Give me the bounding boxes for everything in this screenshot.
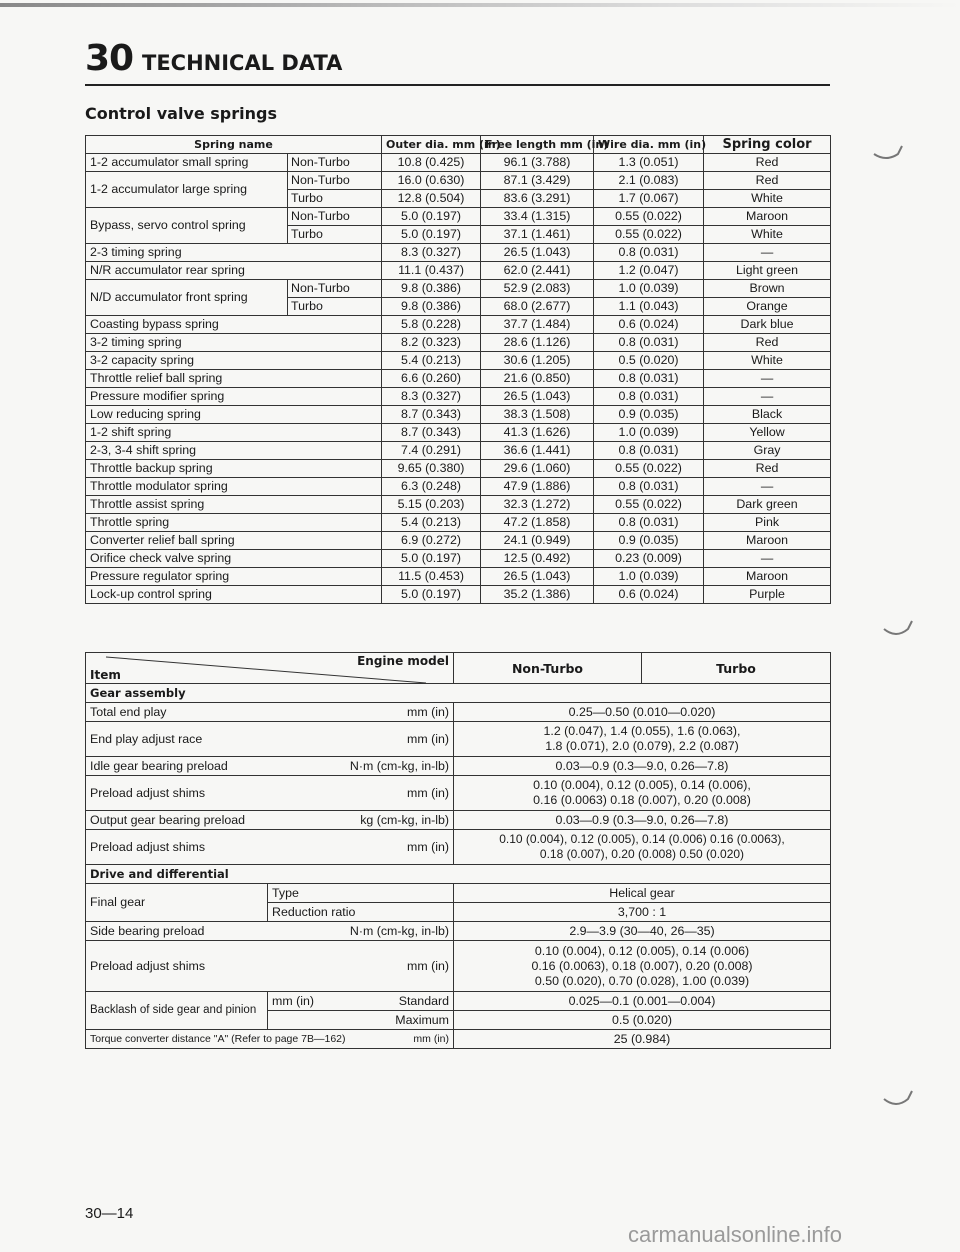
wire-dia: 0.8 (0.031) <box>594 388 704 406</box>
table-row <box>86 154 831 172</box>
backlash-standard-value: 0.025—0.1 (0.001—0.004) <box>454 992 831 1011</box>
value-line: 0.10 (0.004), 0.12 (0.005), 0.14 (0.006) 0.16 (0.0063), <box>499 832 785 846</box>
wire-dia: 0.6 (0.024) <box>594 316 704 334</box>
table-row <box>86 922 831 941</box>
spring-color: Yellow <box>704 424 831 442</box>
table-row <box>86 406 831 424</box>
wire-dia: 0.55 (0.022) <box>594 496 704 514</box>
row-value: 2.9—3.9 (30—40, 26—35) <box>454 922 831 941</box>
section-row <box>86 684 831 703</box>
row-label-cell <box>86 830 454 865</box>
table-row <box>86 496 831 514</box>
springs-table-body <box>86 154 831 604</box>
backlash-maximum-label: Maximum <box>268 1011 454 1030</box>
spring-color: White <box>704 226 831 244</box>
free-length: 29.6 (1.060) <box>481 460 594 478</box>
spring-color: — <box>704 550 831 568</box>
final-gear-type-label: Type <box>268 884 454 903</box>
table-row <box>86 370 831 388</box>
section-drive-differential: Drive and differential <box>86 865 831 884</box>
engine-variant: Turbo <box>288 226 382 244</box>
wire-dia: 1.3 (0.051) <box>594 154 704 172</box>
backlash-unit: mm (in) <box>272 993 314 1008</box>
spring-name: Pressure regulator spring <box>86 568 382 586</box>
backlash-label: Backlash of side gear and pinion <box>90 1004 257 1016</box>
scan-mark <box>880 615 920 645</box>
springs-table-title: Control valve springs <box>85 104 277 123</box>
table-row <box>86 208 831 226</box>
wire-dia: 0.55 (0.022) <box>594 208 704 226</box>
free-length: 33.4 (1.315) <box>481 208 594 226</box>
spring-name: 1-2 accumulator small spring <box>86 154 288 172</box>
outer-dia: 5.0 (0.197) <box>382 550 481 568</box>
row-unit: mm (in) <box>413 1032 449 1045</box>
outer-dia: 16.0 (0.630) <box>382 172 481 190</box>
outer-dia: 11.5 (0.453) <box>382 568 481 586</box>
spring-name: Pressure modifier spring <box>86 388 382 406</box>
spring-color: Black <box>704 406 831 424</box>
outer-dia: 5.4 (0.213) <box>382 352 481 370</box>
table-row <box>86 992 831 1011</box>
wire-dia: 0.23 (0.009) <box>594 550 704 568</box>
row-unit: mm (in) <box>407 958 449 973</box>
row-label: End play adjust race <box>90 731 203 746</box>
engine-model-label: Engine model <box>357 654 449 668</box>
row-label: Preload adjust shims <box>90 785 206 800</box>
spring-color: Pink <box>704 514 831 532</box>
row-label-cell <box>86 922 454 941</box>
wire-dia: 1.7 (0.067) <box>594 190 704 208</box>
spring-name: Orifice check valve spring <box>86 550 382 568</box>
control-valve-springs-table <box>85 135 831 604</box>
free-length: 37.1 (1.461) <box>481 226 594 244</box>
wire-dia: 1.0 (0.039) <box>594 568 704 586</box>
wire-dia: 2.1 (0.083) <box>594 172 704 190</box>
table-row <box>86 334 831 352</box>
row-label: Torque converter distance "A" (Refer to page 7B—162) <box>90 1032 346 1045</box>
free-length: 96.1 (3.788) <box>481 154 594 172</box>
spring-color: — <box>704 388 831 406</box>
table-row <box>86 550 831 568</box>
free-length: 47.2 (1.858) <box>481 514 594 532</box>
row-unit: mm (in) <box>407 839 449 854</box>
row-unit: mm (in) <box>407 731 449 746</box>
free-length: 41.3 (1.626) <box>481 424 594 442</box>
wire-dia: 0.8 (0.031) <box>594 514 704 532</box>
table-row <box>86 388 831 406</box>
table-row <box>86 586 831 604</box>
wire-dia: 0.55 (0.022) <box>594 226 704 244</box>
spring-color: Maroon <box>704 568 831 586</box>
wire-dia: 0.8 (0.031) <box>594 370 704 388</box>
free-length: 35.2 (1.386) <box>481 586 594 604</box>
row-value-multi <box>454 722 831 757</box>
outer-dia: 5.0 (0.197) <box>382 586 481 604</box>
spring-color: Dark green <box>704 496 831 514</box>
free-length: 28.6 (1.126) <box>481 334 594 352</box>
page-number: 30—14 <box>85 1205 134 1222</box>
wire-dia: 0.8 (0.031) <box>594 478 704 496</box>
spring-color: Maroon <box>704 532 831 550</box>
value-line: 1.8 (0.071), 2.0 (0.079), 2.2 (0.087) <box>545 739 739 753</box>
spring-name: 2-3 timing spring <box>86 244 382 262</box>
table-row <box>86 280 831 298</box>
spring-color: Red <box>704 460 831 478</box>
header-turbo: Turbo <box>642 653 831 684</box>
row-value-multi <box>454 830 831 865</box>
gear-header-row <box>86 653 831 684</box>
outer-dia: 6.6 (0.260) <box>382 370 481 388</box>
outer-dia: 8.2 (0.323) <box>382 334 481 352</box>
final-gear-ratio-value: 3,700 : 1 <box>454 903 831 922</box>
row-label: Output gear bearing preload <box>90 812 245 827</box>
free-length: 83.6 (3.291) <box>481 190 594 208</box>
spring-name: 3-2 timing spring <box>86 334 382 352</box>
outer-dia: 6.3 (0.248) <box>382 478 481 496</box>
spring-name: 1-2 shift spring <box>86 424 382 442</box>
value-line: 0.16 (0.0063) 0.18 (0.007), 0.20 (0.008) <box>533 793 751 807</box>
row-label-cell <box>86 722 454 757</box>
gear-data-table <box>85 652 831 1049</box>
spring-color: — <box>704 244 831 262</box>
spring-name: Throttle assist spring <box>86 496 382 514</box>
wire-dia: 0.5 (0.020) <box>594 352 704 370</box>
table-row <box>86 884 831 903</box>
spring-name: Bypass, servo control spring <box>86 208 288 244</box>
row-label-cell <box>86 757 454 776</box>
spring-color: Orange <box>704 298 831 316</box>
header-non-turbo: Non-Turbo <box>454 653 642 684</box>
spring-color: Brown <box>704 280 831 298</box>
free-length: 38.3 (1.508) <box>481 406 594 424</box>
row-label: Idle gear bearing preload <box>90 758 228 773</box>
engine-variant: Non-Turbo <box>288 154 382 172</box>
page-header <box>85 38 830 86</box>
section-title: TECHNICAL DATA <box>142 51 343 75</box>
engine-variant: Non-Turbo <box>288 172 382 190</box>
backlash-standard-label: Standard <box>398 993 449 1008</box>
wire-dia: 0.6 (0.024) <box>594 586 704 604</box>
wire-dia: 1.2 (0.047) <box>594 262 704 280</box>
spring-name: N/D accumulator front spring <box>86 280 288 316</box>
header-free-length: Free length mm (in) <box>481 136 594 154</box>
outer-dia: 7.4 (0.291) <box>382 442 481 460</box>
spring-name: Throttle modulator spring <box>86 478 382 496</box>
row-label-cell <box>86 703 454 722</box>
row-label-cell <box>86 941 454 992</box>
wire-dia: 0.8 (0.031) <box>594 244 704 262</box>
free-length: 68.0 (2.677) <box>481 298 594 316</box>
outer-dia: 5.8 (0.228) <box>382 316 481 334</box>
table-row <box>86 424 831 442</box>
outer-dia: 12.8 (0.504) <box>382 190 481 208</box>
spring-color: Red <box>704 154 831 172</box>
spring-name: Converter relief ball spring <box>86 532 382 550</box>
table-row <box>86 352 831 370</box>
table-row <box>86 811 831 830</box>
outer-dia: 9.65 (0.380) <box>382 460 481 478</box>
table-row <box>86 316 831 334</box>
outer-dia: 5.15 (0.203) <box>382 496 481 514</box>
outer-dia: 10.8 (0.425) <box>382 154 481 172</box>
spring-color: — <box>704 478 831 496</box>
spring-name: Throttle backup spring <box>86 460 382 478</box>
top-scan-line <box>0 3 960 7</box>
table-row <box>86 532 831 550</box>
watermark: carmanualsonline.info <box>628 1222 843 1247</box>
engine-variant: Non-Turbo <box>288 280 382 298</box>
row-label: Preload adjust shims <box>90 839 206 854</box>
free-length: 24.1 (0.949) <box>481 532 594 550</box>
row-label: Total end play <box>90 704 167 719</box>
final-gear-label: Final gear <box>86 884 268 922</box>
row-unit: N·m (cm-kg, in-lb) <box>349 923 449 938</box>
row-value-multi <box>454 776 831 811</box>
spring-color: White <box>704 352 831 370</box>
free-length: 62.0 (2.441) <box>481 262 594 280</box>
header-spring-name: Spring name <box>86 136 382 154</box>
backlash-maximum-value: 0.5 (0.020) <box>454 1011 831 1030</box>
row-unit: N·m (cm-kg, in-lb) <box>349 758 449 773</box>
spring-name: N/R accumulator rear spring <box>86 262 382 280</box>
spring-name: 2-3, 3-4 shift spring <box>86 442 382 460</box>
table-row <box>86 442 831 460</box>
wire-dia: 1.1 (0.043) <box>594 298 704 316</box>
spring-name: 3-2 capacity spring <box>86 352 382 370</box>
row-label-cell <box>86 811 454 830</box>
table-header-row <box>86 136 831 154</box>
table-row <box>86 830 831 865</box>
free-length: 26.5 (1.043) <box>481 388 594 406</box>
table-row <box>86 262 831 280</box>
wire-dia: 1.0 (0.039) <box>594 424 704 442</box>
table-row <box>86 514 831 532</box>
value-line: 1.2 (0.047), 1.4 (0.055), 1.6 (0.063), <box>543 724 741 738</box>
spring-color: Gray <box>704 442 831 460</box>
value-line: 0.50 (0.020), 0.70 (0.028), 1.00 (0.039) <box>534 973 750 988</box>
row-unit: mm (in) <box>407 785 449 800</box>
table-row <box>86 460 831 478</box>
row-unit: mm (in) <box>407 704 449 719</box>
outer-dia: 5.0 (0.197) <box>382 208 481 226</box>
outer-dia: 9.8 (0.386) <box>382 298 481 316</box>
outer-dia: 5.4 (0.213) <box>382 514 481 532</box>
header-spring-color: Spring color <box>704 136 831 154</box>
spring-name: Coasting bypass spring <box>86 316 382 334</box>
diagonal-header-cell <box>86 653 454 684</box>
section-gear-assembly: Gear assembly <box>86 684 831 703</box>
table-row <box>86 1030 831 1049</box>
scan-mark <box>870 140 910 170</box>
free-length: 52.9 (2.083) <box>481 280 594 298</box>
spring-color: Dark blue <box>704 316 831 334</box>
wire-dia: 0.9 (0.035) <box>594 532 704 550</box>
wire-dia: 0.55 (0.022) <box>594 460 704 478</box>
free-length: 36.6 (1.441) <box>481 442 594 460</box>
wire-dia: 0.8 (0.031) <box>594 334 704 352</box>
scan-mark <box>880 1085 920 1115</box>
outer-dia: 8.7 (0.343) <box>382 406 481 424</box>
table-row <box>86 478 831 496</box>
table-row <box>86 568 831 586</box>
row-label: Side bearing preload <box>90 923 205 938</box>
value-line: 0.18 (0.007), 0.20 (0.008) 0.50 (0.020) <box>539 847 745 861</box>
row-value: 0.03—0.9 (0.3—9.0, 0.26—7.8) <box>454 757 831 776</box>
free-length: 47.9 (1.886) <box>481 478 594 496</box>
final-gear-type-value: Helical gear <box>454 884 831 903</box>
spring-name: 1-2 accumulator large spring <box>86 172 288 208</box>
value-line: 0.10 (0.004), 0.12 (0.005), 0.14 (0.006), <box>533 778 751 792</box>
free-length: 87.1 (3.429) <box>481 172 594 190</box>
spring-color: — <box>704 370 831 388</box>
spring-color: Red <box>704 172 831 190</box>
spring-color: Red <box>704 334 831 352</box>
outer-dia: 5.0 (0.197) <box>382 226 481 244</box>
table-row <box>86 757 831 776</box>
engine-variant: Turbo <box>288 298 382 316</box>
outer-dia: 11.1 (0.437) <box>382 262 481 280</box>
outer-dia: 8.3 (0.327) <box>382 244 481 262</box>
section-row <box>86 865 831 884</box>
table-row <box>86 244 831 262</box>
wire-dia: 0.9 (0.035) <box>594 406 704 424</box>
wire-dia: 0.8 (0.031) <box>594 442 704 460</box>
value-line: 0.10 (0.004), 0.12 (0.005), 0.14 (0.006) <box>534 943 750 958</box>
wire-dia: 1.0 (0.039) <box>594 280 704 298</box>
free-length: 37.7 (1.484) <box>481 316 594 334</box>
outer-dia: 9.8 (0.386) <box>382 280 481 298</box>
item-label: Item <box>90 668 121 682</box>
free-length: 26.5 (1.043) <box>481 244 594 262</box>
row-value-multi <box>454 941 831 992</box>
table-row <box>86 941 831 992</box>
free-length: 12.5 (0.492) <box>481 550 594 568</box>
row-value: 0.25—0.50 (0.010—0.020) <box>454 703 831 722</box>
outer-dia: 8.3 (0.327) <box>382 388 481 406</box>
engine-variant: Non-Turbo <box>288 208 382 226</box>
outer-dia: 8.7 (0.343) <box>382 424 481 442</box>
free-length: 32.3 (1.272) <box>481 496 594 514</box>
spring-color: Purple <box>704 586 831 604</box>
engine-variant: Turbo <box>288 190 382 208</box>
table-row <box>86 703 831 722</box>
outer-dia: 6.9 (0.272) <box>382 532 481 550</box>
header-wire-dia: Wire dia. mm (in) <box>594 136 704 154</box>
spring-color: Maroon <box>704 208 831 226</box>
backlash-standard-cell <box>268 992 454 1011</box>
row-label: Preload adjust shims <box>90 958 206 973</box>
spring-name: Low reducing spring <box>86 406 382 424</box>
spring-color: White <box>704 190 831 208</box>
spring-name: Throttle relief ball spring <box>86 370 382 388</box>
table-row <box>86 776 831 811</box>
free-length: 21.6 (0.850) <box>481 370 594 388</box>
row-value: 0.03—0.9 (0.3—9.0, 0.26—7.8) <box>454 811 831 830</box>
free-length: 30.6 (1.205) <box>481 352 594 370</box>
row-label-cell <box>86 1030 454 1049</box>
row-label-cell <box>86 776 454 811</box>
table-row <box>86 722 831 757</box>
header-outer-dia: Outer dia. mm (in) <box>382 136 481 154</box>
free-length: 26.5 (1.043) <box>481 568 594 586</box>
spring-name: Throttle spring <box>86 514 382 532</box>
final-gear-ratio-label: Reduction ratio <box>268 903 454 922</box>
section-number: 30 <box>85 38 134 79</box>
row-value: 25 (0.984) <box>454 1030 831 1049</box>
row-unit: kg (cm-kg, in-lb) <box>360 812 449 827</box>
backlash-label-cell <box>86 992 268 1030</box>
spring-name: Lock-up control spring <box>86 586 382 604</box>
spring-color: Light green <box>704 262 831 280</box>
value-line: 0.16 (0.0063), 0.18 (0.007), 0.20 (0.008) <box>531 958 753 973</box>
table-row <box>86 172 831 190</box>
